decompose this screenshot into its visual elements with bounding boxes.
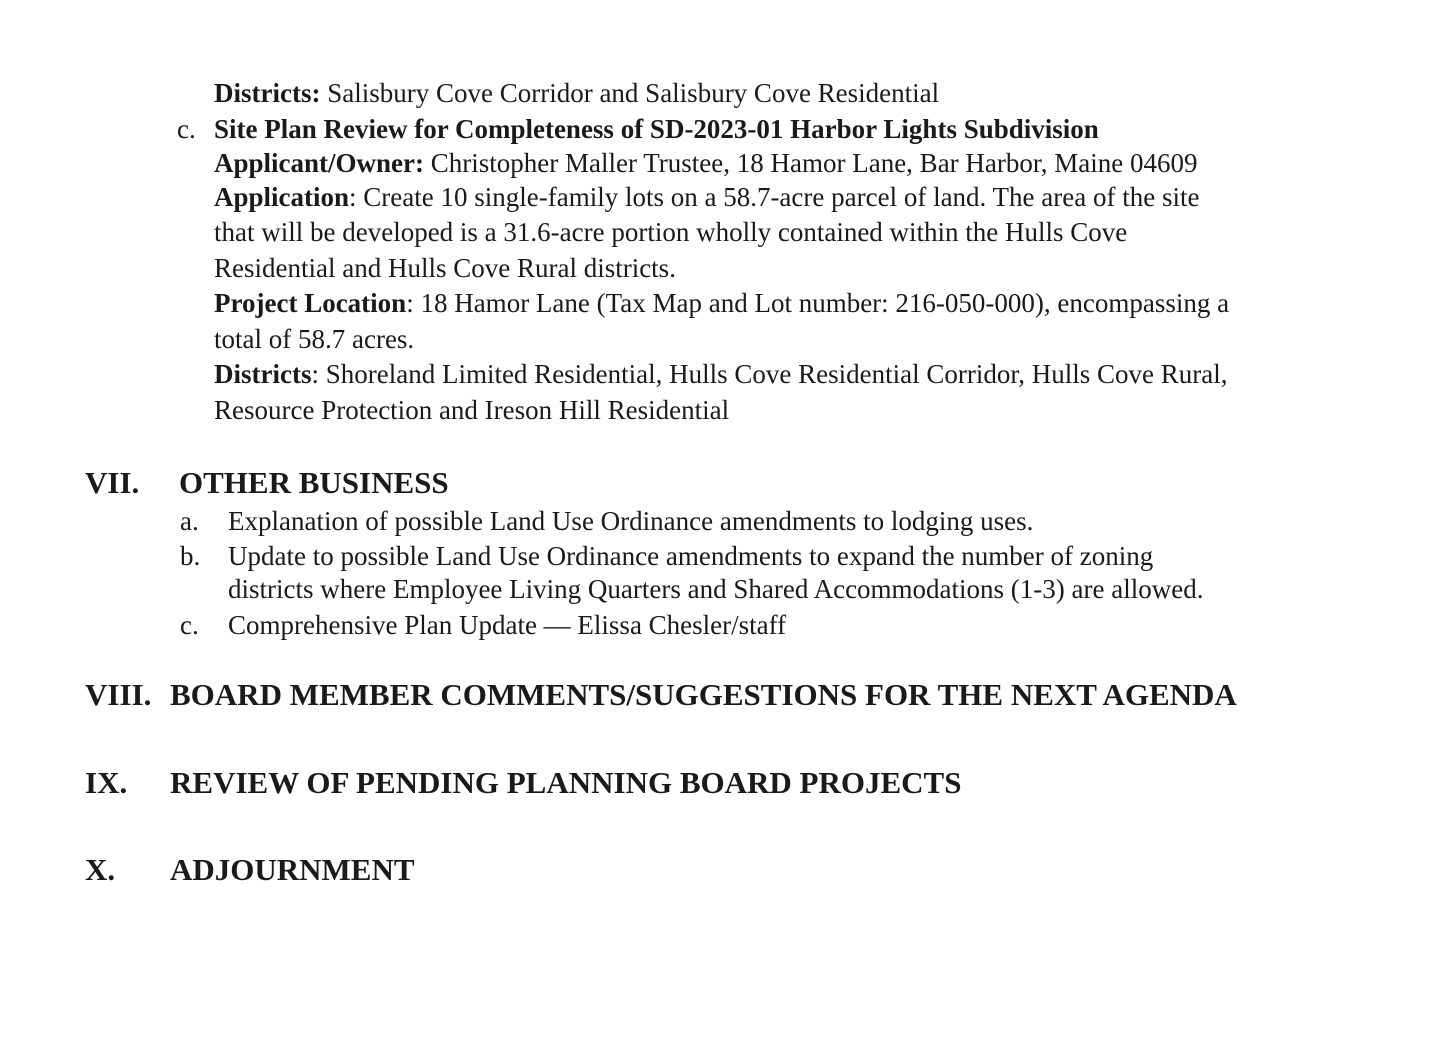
districts-text-1: : Shoreland Limited Residential, Hulls Cove Residential Corridor, Hulls Cove Rural,	[311, 359, 1228, 389]
location-line-1	[214, 286, 1229, 320]
section-ix-numeral: IX.	[85, 765, 128, 800]
application-line-1	[214, 180, 1199, 214]
application-text-1: : Create 10 single-family lots on a 58.7-acre parcel of land. The area of the site	[349, 182, 1200, 212]
vii-item-b-text-1: Update to possible Land Use Ordinance amendments to expand the number of zoning	[228, 541, 1154, 571]
section-x-numeral: X.	[85, 852, 116, 887]
prev-districts-label: Districts:	[214, 78, 321, 108]
application-label: Application	[214, 182, 350, 212]
section-vii-title: OTHER BUSINESS	[179, 465, 449, 500]
prev-districts-value: Salisbury Cove Corridor and Salisbury Cove Residential	[320, 78, 940, 108]
item-c-title: Site Plan Review for Completeness of SD-2023-01 Harbor Lights Subdivision	[214, 114, 1099, 144]
application-line-2: that will be developed is a 31.6-acre portion wholly contained within the Hulls Cove	[214, 217, 1128, 247]
location-line-2: total of 58.7 acres.	[214, 324, 415, 354]
section-x-title: ADJOURNMENT	[170, 852, 415, 887]
section-vii-numeral: VII.	[85, 465, 140, 500]
location-text-1: : 18 Hamor Lane (Tax Map and Lot number: 216-050-000), encompassing a	[406, 288, 1230, 318]
prev-districts-line	[214, 76, 939, 110]
vii-item-a-letter: a.	[180, 506, 199, 536]
vii-item-b-letter: b.	[180, 541, 201, 571]
districts-label: Districts	[214, 359, 312, 389]
districts-line-2: Resource Protection and Ireson Hill Residential	[214, 395, 730, 425]
section-viii-numeral: VIII.	[85, 677, 152, 712]
applicant-line	[214, 146, 1198, 180]
application-line-3: Residential and Hulls Cove Rural districts.	[214, 253, 676, 283]
applicant-value: Christopher Maller Trustee, 18 Hamor Lane, Bar Harbor, Maine 04609	[424, 148, 1198, 178]
item-c-letter: c.	[177, 114, 196, 144]
section-ix-title: REVIEW OF PENDING PLANNING BOARD PROJECTS	[170, 765, 962, 800]
section-viii-title: BOARD MEMBER COMMENTS/SUGGESTIONS FOR THE NEXT AGENDA	[170, 677, 1237, 712]
applicant-label: Applicant/Owner:	[214, 148, 425, 178]
districts-line-1	[214, 357, 1228, 391]
vii-item-c-text: Comprehensive Plan Update — Elissa Chesler/staff	[228, 610, 787, 640]
vii-item-c-letter: c.	[180, 610, 199, 640]
vii-item-b-text-2: districts where Employee Living Quarters and Shared Accommodations (1-3) are allowed.	[228, 574, 1204, 604]
location-label: Project Location	[214, 288, 407, 318]
vii-item-a-text: Explanation of possible Land Use Ordinance amendments to lodging uses.	[228, 506, 1034, 536]
